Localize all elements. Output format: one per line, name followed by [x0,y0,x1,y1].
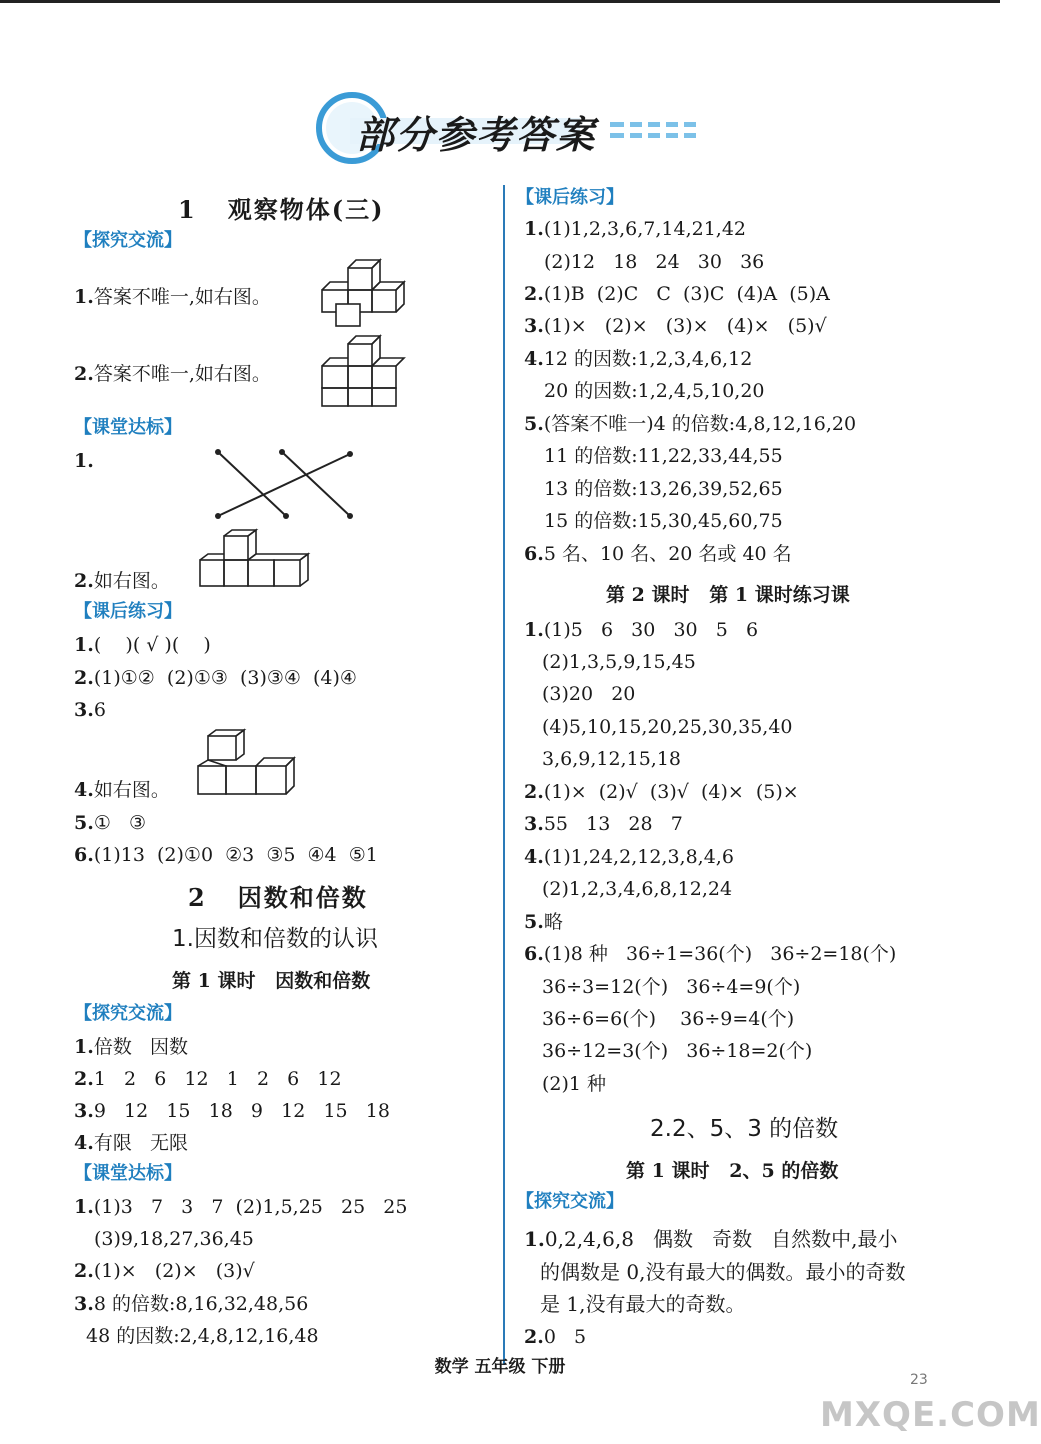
column-divider [503,185,505,1365]
answer-text: 12 的因数:1,2,3,4,6,12 [543,348,753,370]
cube-figure [198,528,310,592]
cube-figure [318,258,404,330]
section-heading: 2.2、5、3 的倍数 [650,1116,839,1142]
answer-text: ( )( √ )( ) [93,634,211,656]
answer-text: (1)B (2)C C (3)C (4)A (5)A [543,283,830,305]
answer-text: (1)8 种 36÷1=36(个) 36÷2=18(个) [543,943,897,965]
answer-text: 的偶数是 0,没有最大的偶数。最小的奇数 [540,1260,906,1284]
lesson-heading: 第 1 课时 因数和倍数 [172,970,371,992]
section-tag: 【探究交流】 [516,1191,624,1212]
answer-text: (1)3 7 3 7 (2)1,5,25 25 25 [93,1196,408,1218]
watermark-logo: MXQE.COM [820,1395,1041,1435]
answer-text: (3)9,18,27,36,45 [94,1228,254,1250]
section-tag: 【探究交流】 [74,230,182,251]
chapter-heading: 1 观察物体(三) [178,195,385,224]
answer-text: ① ③ [93,812,147,834]
answer-text: (2)1,2,3,4,6,8,12,24 [542,878,733,900]
answer-text: 0 5 [543,1326,587,1348]
answer-text: 11 的倍数:11,22,33,44,55 [544,445,783,467]
section-tag: 【探究交流】 [74,1003,182,1024]
answer-text: 0,2,4,6,8 偶数 奇数 自然数中,最小 [544,1227,898,1251]
answer-text: (1)①② (2)①③ (3)③④ (4)④ [93,667,357,689]
section-tag: 【课后练习】 [74,601,182,622]
answer-text: (答案不唯一)4 的倍数:4,8,12,16,20 [543,413,857,435]
answer-text: (2)1,3,5,9,15,45 [542,651,696,673]
section-heading: 1.因数和倍数的认识 [172,926,378,952]
answer-text: (1)13 (2)①0 ②3 ③5 ④4 ⑤1 [93,844,378,866]
answer-text: (1)1,24,2,12,3,8,4,6 [543,846,734,868]
top-border [0,0,1000,3]
answer-text: 5 名、10 名、20 名或 40 名 [543,543,792,565]
answer-text: 有限 无限 [93,1132,188,1154]
answer-text: (1)× (2)× (3)× (4)× (5)√ [543,315,827,337]
answer-text: (4)5,10,15,20,25,30,35,40 [542,716,793,738]
answer-text: 9 12 15 18 9 12 15 18 [93,1100,390,1122]
answer-text: 15 的倍数:15,30,45,60,75 [544,510,783,532]
section-tag: 【课堂达标】 [74,417,182,438]
answer-text: (2)1 种 [542,1073,607,1095]
answer-text: 答案不唯一,如右图。 [93,363,271,385]
cube-figure [318,336,404,408]
answer-text: 20 的因数:1,2,4,5,10,20 [544,380,765,402]
page-footer: 数学 五年级 下册 [434,1357,566,1377]
answer-text: (2)12 18 24 30 36 [544,251,765,273]
answer-text: 36÷6=6(个) 36÷9=4(个) [542,1008,795,1030]
answer-text: 1 2 6 12 1 2 6 12 [93,1068,342,1090]
answer-text: 略 [543,911,563,933]
answer-text: 8 的倍数:8,16,32,48,56 [93,1293,309,1315]
answer-text: 3,6,9,12,15,18 [542,748,681,770]
answer-text: (1)× (2)√ (3)√ (4)× (5)× [543,781,799,803]
answer-text: 13 的倍数:13,26,39,52,65 [544,478,783,500]
answer-text: 是 1,没有最大的奇数。 [540,1292,746,1316]
section-tag: 【课堂达标】 [74,1163,182,1184]
lesson-heading: 第 2 课时 第 1 课时练习课 [606,584,850,606]
page-number: 23 [910,1372,928,1388]
answer-text: (3)20 20 [542,683,636,705]
answer-text: (1)× (2)× (3)√ [93,1260,255,1282]
cube-figure [194,728,298,800]
answer-text: 如右图。 [93,779,170,801]
lesson-heading: 第 1 课时 2、5 的倍数 [626,1160,839,1182]
answer-text: 48 的因数:2,4,8,12,16,48 [86,1325,319,1347]
answer-text: (1)1,2,3,6,7,14,21,42 [543,218,747,240]
answer-text: 如右图。 [93,570,170,592]
answer-text: 36÷12=3(个) 36÷18=2(个) [542,1040,813,1062]
answer-text: 55 13 28 7 [543,813,683,835]
answer-text: (1)5 6 30 30 5 6 [543,619,759,641]
answer-text: 36÷3=12(个) 36÷4=9(个) [542,976,801,998]
answer-text: 答案不唯一,如右图。 [93,286,271,308]
section-tag: 【课后练习】 [516,187,624,208]
chapter-heading: 2 因数和倍数 [188,883,368,912]
matching-lines-figure [210,444,360,524]
answer-text: 6 [93,699,106,721]
page-title: 部分参考答案 [356,113,597,157]
answer-text: 倍数 因数 [93,1036,188,1058]
